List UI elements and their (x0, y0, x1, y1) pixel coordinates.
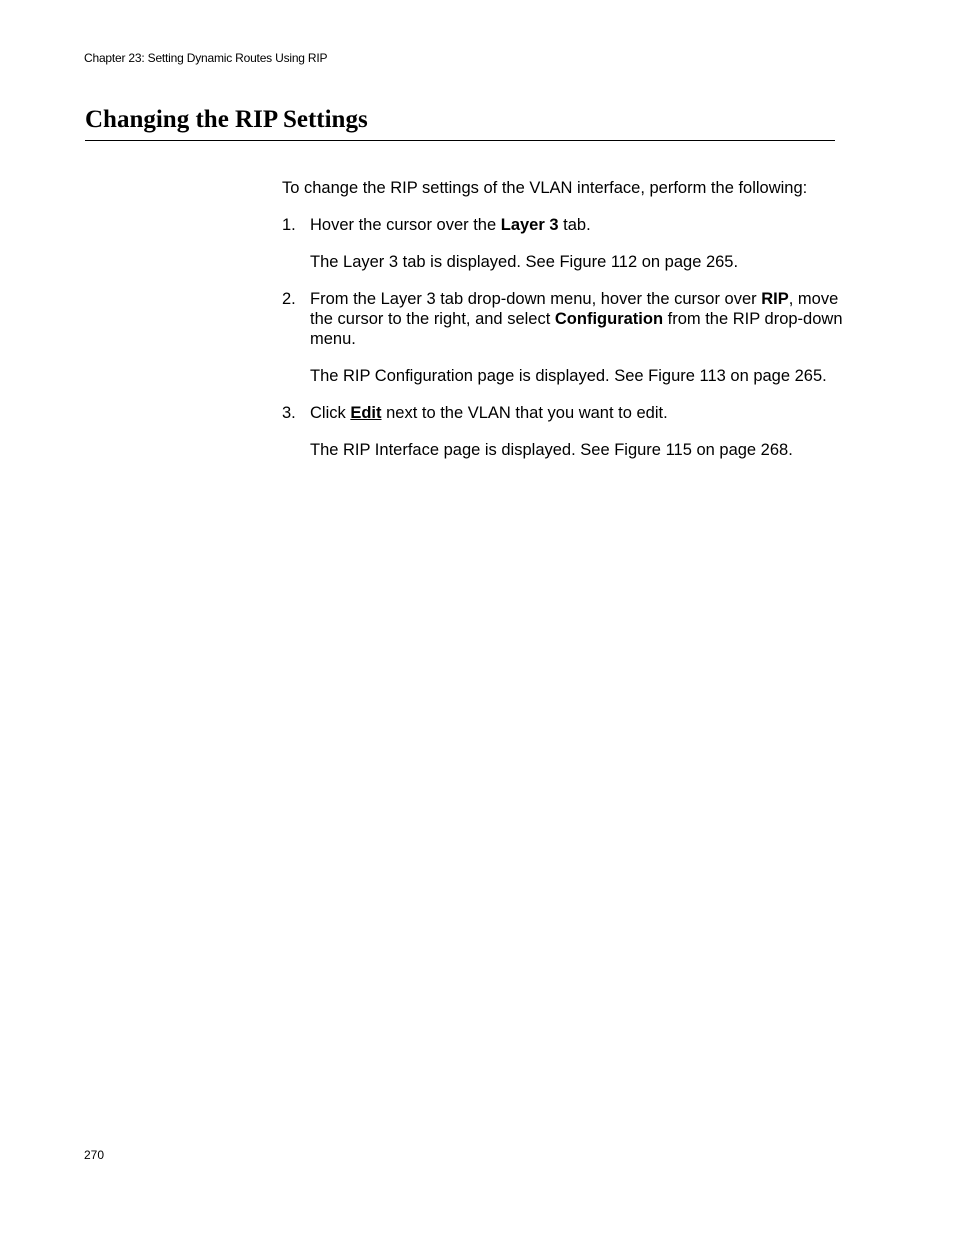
step-text: Click Edit next to the VLAN that you want to edit. (310, 404, 668, 422)
body-content (282, 178, 852, 477)
step-1 (282, 215, 852, 235)
step-1-result: The Layer 3 tab is displayed. See Figure 112 on page 265. (310, 253, 739, 271)
step-number: 3. (282, 404, 296, 422)
running-header: Chapter 23: Setting Dynamic Routes Using RIP (84, 51, 328, 65)
step-number: 2. (282, 290, 296, 308)
step-text: Hover the cursor over the Layer 3 tab. (310, 216, 591, 234)
rip-emphasis: RIP (761, 290, 789, 308)
configuration-emphasis: Configuration (554, 310, 664, 328)
step-3-result: The RIP Interface page is displayed. See Figure 115 on page 268. (310, 441, 793, 459)
edit-link[interactable]: Edit (350, 404, 382, 422)
section-title: Changing the RIP Settings (85, 106, 368, 133)
step-2 (282, 289, 852, 349)
step-number: 1. (282, 216, 296, 234)
intro-paragraph: To change the RIP settings of the VLAN interface, perform the following: (282, 179, 808, 197)
layer3-emphasis: Layer 3 (500, 216, 559, 234)
title-rule (85, 140, 835, 141)
page-number: 270 (84, 1148, 105, 1162)
step-text: From the Layer 3 tab drop-down menu, hover the cursor over RIP, move the cursor to the right, and select Configuration from the RIP drop-down menu. (310, 290, 843, 348)
step-2-result: The RIP Configuration page is displayed. See Figure 113 on page 265. (310, 367, 827, 385)
step-3 (282, 403, 852, 423)
